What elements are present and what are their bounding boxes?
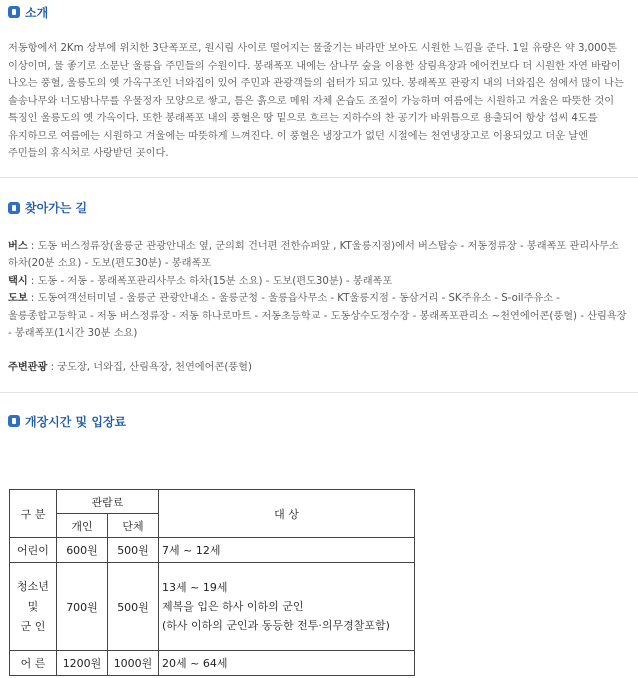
header-individual: 개인 — [57, 514, 108, 538]
row-division: 어 른 — [10, 651, 57, 676]
row-target: 7세 ~ 12세 — [159, 538, 415, 563]
route-taxi-text: : 도동 - 저동 - 봉래폭포관리사무소 하차(15분 소요) - 도보(편도30분) - 봉래폭포 — [27, 275, 393, 287]
header-division: 구 분 — [10, 490, 57, 538]
row-target-line: 13세 ~ 19세 — [162, 581, 228, 594]
nearby-attractions — [0, 359, 638, 377]
hours-section — [0, 393, 638, 431]
section-bullet-icon — [8, 6, 20, 18]
hours-heading — [0, 411, 638, 431]
directions-heading-text: 찾아가는 길 — [25, 201, 88, 215]
table-row — [10, 563, 415, 651]
route-walk-text: : 도동여객선터미널 - 울릉군 관광안내소 - 울릉군청 - 울릉읍사무소 - KT울릉지점 - 동삼거리 - SK주유소 - S-oil주유소 - 울릉종합고등학교 - 저동 버스정류장 - 저동 하나로마트 - 저동초등학교 - 도동상수도정수장 - 봉래폭포관리소 ~천연에어콘(풍혈) - 산림욕장 - 봉래폭포(1시간 30분 소요) — [8, 293, 627, 339]
directions-heading — [0, 198, 638, 218]
row-individual-fee: 1200원 — [57, 651, 108, 676]
header-target: 대 상 — [159, 490, 415, 538]
row-target-line: 제복을 입은 하사 이하의 군인 — [162, 600, 304, 613]
nearby-text: : 궁도장, 너와집, 산림욕장, 천연에어콘(풍혈) — [47, 361, 252, 373]
row-group-fee: 1000원 — [108, 651, 159, 676]
section-bullet-icon — [8, 202, 20, 214]
row-division: 청소년 및 군 인 — [10, 563, 57, 651]
table-row — [10, 538, 415, 563]
row-individual-fee: 700원 — [57, 563, 108, 651]
route-taxi — [0, 273, 638, 291]
intro-text: 저동항에서 2Km 상부에 위치한 3단폭포로, 원시림 사이로 떨어지는 물줄기는 바라만 보아도 시원한 느낌을 준다. 1일 유량은 약 3,000톤 이상이며, 물 좋기로 소문난 울릉읍 주민들의 수원이다. 봉래폭포 내에는 삼나무 숲을 이용한 삼림욕장과 에어컨보다 더 시원한 자연 바람이 나오는 풍혈, 울릉도의 옛 가옥구조인 너와집이 있어 주민과 관광객들의 쉼터가 되고 있다. 봉래폭포 관광지 내의 너와집은 섬에서 많이 나는 솔송나무와 너도밤나무를 우물정자 모양으로 쌓고, 틈은 흙으로 메워 자체 온습도 조절이 가능하며 여름에는 시원하고 겨울은 따뜻한 것이 특징인 울릉도의 옛 가옥이다. 또한 봉래폭포 내의 풍혈은 땅 밑으로 흐르는 지하수의 찬 공기가 바위틈으로 용출되어 항상 섭씨 4도를 유지하므로 여름에는 시원하고 겨울에는 따뜻하게 느껴진다. 이 풍혈은 냉장고가 없던 시절에는 천연냉장고로 이용되었고 더운 날엔 주민들의 휴식처로 사랑받던 곳이다. — [8, 43, 624, 159]
row-division: 어린이 — [10, 538, 57, 563]
header-group: 단체 — [108, 514, 159, 538]
fee-table — [9, 489, 415, 676]
row-group-fee: 500원 — [108, 563, 159, 651]
row-target: 20세 ~ 64세 — [159, 651, 415, 676]
row-target — [159, 563, 415, 651]
intro-section — [0, 0, 638, 163]
route-walk-label: 도보 — [8, 293, 28, 304]
row-group-fee: 500원 — [108, 538, 159, 563]
nearby-label: 주변관광 — [8, 361, 48, 373]
header-fee: 관람료 — [57, 490, 159, 514]
directions-section — [0, 178, 638, 377]
table-row — [10, 651, 415, 676]
intro-heading — [0, 2, 638, 22]
row-individual-fee: 600원 — [57, 538, 108, 563]
row-target-line: (하사 이하의 군인과 동등한 전투·의무경찰포함) — [162, 619, 390, 632]
intro-heading-text: 소개 — [25, 5, 49, 20]
route-bus-text: : 도동 버스정류장(울릉군 관광안내소 옆, 군의회 건너편 전한슈퍼앞 , KT울릉지점)에서 버스탑승 - 저동정류장 - 봉래폭포 관리사무소 하차(20분 소요) - 도보(편도30분) - 봉래폭포 — [8, 240, 619, 269]
route-bus-label: 버스 — [8, 240, 28, 252]
route-bus — [0, 238, 638, 273]
section-bullet-icon — [8, 415, 20, 427]
route-walk — [0, 290, 638, 343]
route-taxi-label: 택시 — [8, 275, 28, 287]
hours-heading-text: 개장시간 및 입장료 — [25, 414, 127, 429]
